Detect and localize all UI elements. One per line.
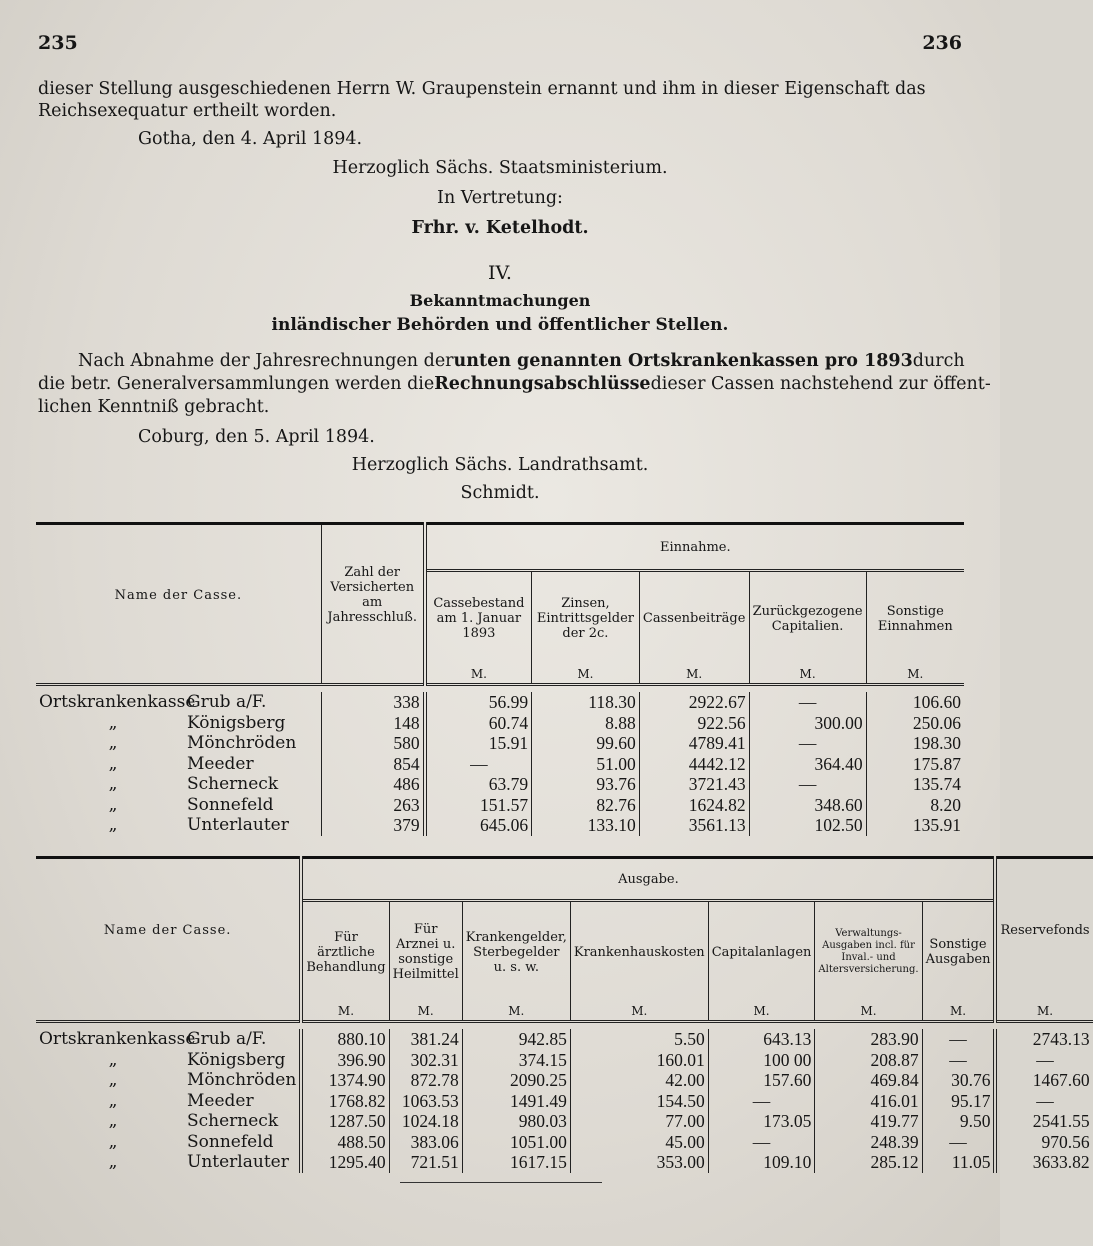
value-cell: 374.15 <box>462 1050 570 1071</box>
expense-col-header: Für ärztliche Behandlung <box>301 901 389 1003</box>
income-insured-header: Zahl der Versicherten am Jahresschluß. <box>321 524 424 666</box>
value-cell: 173.05 <box>708 1111 815 1132</box>
income-group-header: Einnahme. <box>425 524 964 571</box>
value-cell: 51.00 <box>532 754 640 775</box>
value-cell: — <box>708 1091 815 1112</box>
value-cell: 135.74 <box>866 774 964 795</box>
reserve-cell: — <box>995 1091 1092 1112</box>
unit-label: M. <box>301 1002 389 1022</box>
value-cell: 100 00 <box>708 1050 815 1071</box>
row-prefix: „ <box>108 794 118 815</box>
value-cell: 381.24 <box>389 1029 462 1050</box>
expense-col-header: Krankengelder, Sterbegelder u. s. w. <box>462 901 570 1003</box>
reserve-cell: — <box>995 1050 1092 1071</box>
body-line-3: lichen Kenntniß gebracht. <box>38 397 270 417</box>
value-cell: 250.06 <box>866 713 964 734</box>
value-cell: 63.79 <box>425 774 532 795</box>
value-cell: 396.90 <box>301 1050 389 1071</box>
value-cell: 4789.41 <box>639 733 749 754</box>
table-row <box>36 713 964 734</box>
table-row <box>36 795 964 816</box>
body-line-2-a: die betr. Generalversammlungen werden die <box>38 374 435 394</box>
value-cell: 175.87 <box>866 754 964 775</box>
body-line-2-c: dieser Cassen nachstehend zur öffent- <box>650 374 991 394</box>
value-cell: 1491.49 <box>462 1091 570 1112</box>
row-name: Sonnefeld <box>187 794 274 815</box>
value-cell: 102.50 <box>749 815 866 836</box>
expense-name-header: Name der Casse. <box>36 858 301 1003</box>
section-number: IV. <box>488 262 512 284</box>
row-name: Königsberg <box>187 1049 286 1070</box>
value-cell: 3721.43 <box>639 774 749 795</box>
value-cell: 160.01 <box>570 1050 708 1071</box>
value-cell: 45.00 <box>570 1132 708 1153</box>
value-cell: 95.17 <box>922 1091 995 1112</box>
row-name: Mönchröden <box>187 1070 297 1090</box>
body-line-2 <box>38 373 991 395</box>
notice1-place-date: Gotha, den 4. April 1894. <box>138 129 363 149</box>
value-cell: 208.87 <box>815 1050 922 1071</box>
body-line-1-c: durch <box>912 351 965 371</box>
unit-label: M. <box>425 665 532 685</box>
value-cell: 488.50 <box>301 1132 389 1153</box>
insured-cell: 486 <box>321 774 424 795</box>
unit-label: M. <box>532 665 640 685</box>
expense-reserve-header: Reservefonds <box>995 858 1092 1003</box>
value-cell: 30.76 <box>922 1070 995 1091</box>
row-name: Grub a/F. <box>187 1029 267 1049</box>
insured-cell: 338 <box>321 692 424 713</box>
row-prefix: „ <box>108 1152 118 1172</box>
value-cell: — <box>922 1132 995 1153</box>
unit-label: M. <box>708 1002 815 1022</box>
row-prefix: „ <box>108 712 118 733</box>
value-cell: 1624.82 <box>639 795 749 816</box>
value-cell: 353.00 <box>570 1152 708 1173</box>
body-line-1-b: unten genannten Ortskrankenkassen pro 1893 <box>453 351 913 371</box>
value-cell: 383.06 <box>389 1132 462 1153</box>
value-cell: 1617.15 <box>462 1152 570 1173</box>
row-name: Königsberg <box>187 712 286 733</box>
row-prefix: Ortskrankenkasse <box>39 692 196 712</box>
row-prefix: „ <box>108 1131 118 1152</box>
value-cell: 872.78 <box>389 1070 462 1091</box>
row-name: Scherneck <box>187 1111 279 1131</box>
value-cell: 1768.82 <box>301 1091 389 1112</box>
expense-col-header: Für Arznei u. sonstige Heilmittel <box>389 901 462 1003</box>
value-cell: — <box>749 774 866 795</box>
row-name: Meeder <box>187 753 254 774</box>
income-col-header: Cassenbeiträge <box>639 571 749 666</box>
expense-col-header: Capitalanlagen <box>708 901 815 1003</box>
value-cell: 8.20 <box>866 795 964 816</box>
value-cell: — <box>922 1050 995 1071</box>
body-line-1-a: Nach Abnahme der Jahresrechnungen der <box>78 351 454 371</box>
value-cell: 8.88 <box>532 713 640 734</box>
value-cell: 106.60 <box>866 692 964 713</box>
value-cell: 198.30 <box>866 733 964 754</box>
row-prefix: Ortskrankenkasse <box>39 1029 196 1049</box>
row-prefix: „ <box>108 1049 118 1070</box>
income-col-header: Zinsen, Eintrittsgelder der 2c. <box>532 571 640 666</box>
value-cell: 11.05 <box>922 1152 995 1173</box>
unit-label: M. <box>922 1002 995 1022</box>
notice1-signature: Frhr. v. Ketelhodt. <box>411 218 589 238</box>
value-cell: 300.00 <box>749 713 866 734</box>
table-row <box>36 774 964 795</box>
value-cell: — <box>749 692 866 713</box>
value-cell: 364.40 <box>749 754 866 775</box>
page-number-right: 236 <box>922 32 962 54</box>
row-name: Unterlauter <box>187 815 289 835</box>
value-cell: 109.10 <box>708 1152 815 1173</box>
income-name-header: Name der Casse. <box>36 524 321 666</box>
table-row <box>36 1070 1093 1091</box>
value-cell: 56.99 <box>425 692 532 713</box>
section-title-1: Bekanntmachungen <box>409 291 591 310</box>
value-cell: 880.10 <box>301 1029 389 1050</box>
value-cell: 5.50 <box>570 1029 708 1050</box>
insured-cell: 148 <box>321 713 424 734</box>
unit-label: M. <box>866 665 964 685</box>
intro-line-1: dieser Stellung ausgeschiedenen Herrn W. Graupenstein ernannt und ihm in dieser Eigenschaft das <box>38 79 926 99</box>
income-col-header: Zurückgezogene Capitalien. <box>749 571 866 666</box>
page-number-left: 235 <box>38 32 78 54</box>
reserve-cell: 2743.13 <box>995 1029 1092 1050</box>
value-cell: 93.76 <box>532 774 640 795</box>
table-row <box>36 692 964 713</box>
income-table <box>36 522 964 836</box>
table-row <box>36 1152 1093 1173</box>
value-cell: — <box>708 1132 815 1153</box>
value-cell: 643.13 <box>708 1029 815 1050</box>
insured-cell: 854 <box>321 754 424 775</box>
table-row <box>36 1132 1093 1153</box>
reserve-cell: 3633.82 <box>995 1152 1092 1173</box>
value-cell: 9.50 <box>922 1111 995 1132</box>
row-prefix: „ <box>108 815 118 835</box>
value-cell: 151.57 <box>425 795 532 816</box>
notice2-signature: Schmidt. <box>460 483 540 503</box>
row-name: Grub a/F. <box>187 692 267 712</box>
income-col-header: Sonstige Einnahmen <box>866 571 964 666</box>
section-title-2: inländischer Behörden und öffentlicher Stellen. <box>271 315 729 335</box>
row-prefix: „ <box>108 753 118 774</box>
value-cell: 2090.25 <box>462 1070 570 1091</box>
notice2-authority: Herzoglich Sächs. Landrathsamt. <box>351 455 649 475</box>
value-cell: 469.84 <box>815 1070 922 1091</box>
income-col-header: Cassebestand am 1. Januar 1893 <box>425 571 532 666</box>
table-row <box>36 815 964 836</box>
value-cell: 348.60 <box>749 795 866 816</box>
value-cell: 1063.53 <box>389 1091 462 1112</box>
reserve-cell: 1467.60 <box>995 1070 1092 1091</box>
value-cell: 2922.67 <box>639 692 749 713</box>
value-cell: 157.60 <box>708 1070 815 1091</box>
notice1-deputy: In Vertretung: <box>437 188 563 208</box>
unit-label: M. <box>389 1002 462 1022</box>
expense-group-header: Ausgabe. <box>301 858 995 901</box>
value-cell: 15.91 <box>425 733 532 754</box>
row-prefix: „ <box>108 1111 118 1131</box>
value-cell: 1051.00 <box>462 1132 570 1153</box>
value-cell: 82.76 <box>532 795 640 816</box>
insured-cell: 580 <box>321 733 424 754</box>
row-prefix: „ <box>108 733 118 753</box>
unit-label: M. <box>815 1002 922 1022</box>
value-cell: 60.74 <box>425 713 532 734</box>
table-row <box>36 754 964 775</box>
value-cell: 302.31 <box>389 1050 462 1071</box>
value-cell: 1287.50 <box>301 1111 389 1132</box>
table-row <box>36 1029 1093 1050</box>
row-name: Scherneck <box>187 774 279 794</box>
unit-label: M. <box>995 1002 1092 1022</box>
insured-cell: 263 <box>321 795 424 816</box>
reserve-cell: 2541.55 <box>995 1111 1092 1132</box>
value-cell: 42.00 <box>570 1070 708 1091</box>
end-rule <box>400 1182 602 1183</box>
body-line-1 <box>78 350 965 372</box>
value-cell: 1024.18 <box>389 1111 462 1132</box>
unit-label: M. <box>570 1002 708 1022</box>
value-cell: 285.12 <box>815 1152 922 1173</box>
value-cell: 645.06 <box>425 815 532 836</box>
value-cell: 77.00 <box>570 1111 708 1132</box>
value-cell: — <box>922 1029 995 1050</box>
row-prefix: „ <box>108 1070 118 1090</box>
intro-line-2: Reichsexequatur ertheilt worden. <box>38 101 337 121</box>
value-cell: 135.91 <box>866 815 964 836</box>
unit-label: M. <box>639 665 749 685</box>
value-cell: 416.01 <box>815 1091 922 1112</box>
row-name: Sonnefeld <box>187 1131 274 1152</box>
expense-col-header: Verwaltungs-Ausgaben incl. für Inval.- und Altersversicherung. <box>815 901 922 1003</box>
value-cell: 99.60 <box>532 733 640 754</box>
value-cell: — <box>425 754 532 775</box>
row-name: Mönchröden <box>187 733 297 753</box>
unit-label: M. <box>749 665 866 685</box>
value-cell: 248.39 <box>815 1132 922 1153</box>
value-cell: 133.10 <box>532 815 640 836</box>
notice2-place-date: Coburg, den 5. April 1894. <box>138 427 375 447</box>
row-prefix: „ <box>108 1090 118 1111</box>
table-row <box>36 733 964 754</box>
value-cell: 1374.90 <box>301 1070 389 1091</box>
expense-col-header: Sonstige Ausgaben <box>922 901 995 1003</box>
insured-cell: 379 <box>321 815 424 836</box>
expense-table <box>36 856 1093 1173</box>
table-row <box>36 1050 1093 1071</box>
value-cell: 3561.13 <box>639 815 749 836</box>
body-line-2-b: Rechnungsabschlüsse <box>434 374 651 394</box>
value-cell: 154.50 <box>570 1091 708 1112</box>
unit-label: M. <box>462 1002 570 1022</box>
value-cell: 980.03 <box>462 1111 570 1132</box>
notice1-authority: Herzoglich Sächs. Staatsministerium. <box>332 158 668 178</box>
value-cell: 419.77 <box>815 1111 922 1132</box>
table-row <box>36 1111 1093 1132</box>
value-cell: 283.90 <box>815 1029 922 1050</box>
value-cell: 922.56 <box>639 713 749 734</box>
value-cell: 721.51 <box>389 1152 462 1173</box>
value-cell: — <box>749 733 866 754</box>
expense-col-header: Krankenhauskosten <box>570 901 708 1003</box>
row-name: Meeder <box>187 1090 254 1111</box>
reserve-cell: 970.56 <box>995 1132 1092 1153</box>
value-cell: 1295.40 <box>301 1152 389 1173</box>
table-row <box>36 1091 1093 1112</box>
row-prefix: „ <box>108 774 118 794</box>
value-cell: 4442.12 <box>639 754 749 775</box>
row-name: Unterlauter <box>187 1152 289 1172</box>
value-cell: 942.85 <box>462 1029 570 1050</box>
value-cell: 118.30 <box>532 692 640 713</box>
